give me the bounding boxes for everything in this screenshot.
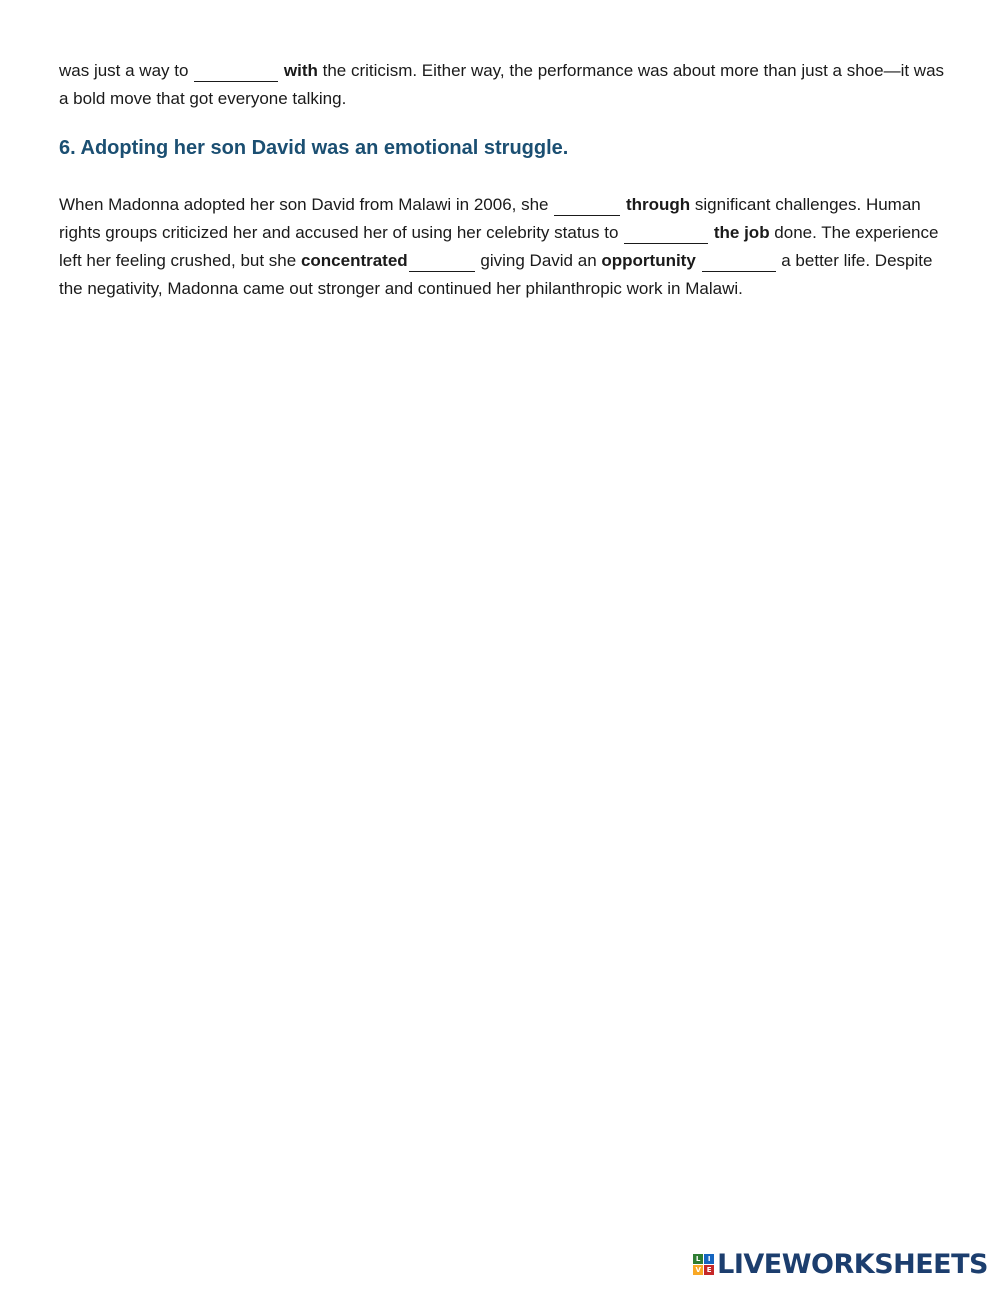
section-heading: 6. Adopting her son David was an emotional struggle. xyxy=(59,137,569,159)
text-segment: the criticism. Either way, the performance was about more than just a shoe—it was a bold move that got everyone talking. xyxy=(59,61,945,108)
bold-word: through xyxy=(625,195,691,214)
text-segment: significant challenges. Human rights groups criticized her and accused her of using her celebrity status to xyxy=(59,195,921,242)
blank-input-5[interactable] xyxy=(702,253,776,272)
logo-tile: E xyxy=(704,1265,714,1275)
blank-input-4[interactable] xyxy=(409,253,475,272)
paragraph-continuation xyxy=(59,57,949,113)
bold-word: with xyxy=(283,61,318,80)
bold-word: the job xyxy=(713,223,770,242)
logo-text: LIVEWORKSHEETS xyxy=(717,1249,988,1280)
bold-word: concentrated xyxy=(300,251,408,270)
section-paragraph xyxy=(59,191,949,303)
bold-word: opportunity xyxy=(601,251,696,270)
blank-input-3[interactable] xyxy=(624,225,708,244)
blank-input-2[interactable] xyxy=(554,197,620,216)
logo-tile: I xyxy=(704,1254,714,1264)
text-segment: was just a way to xyxy=(59,61,194,80)
text-segment: When Madonna adopted her son David from Malawi in 2006, she xyxy=(59,195,554,214)
text-segment: giving David an xyxy=(475,251,602,270)
logo-tile: L xyxy=(693,1254,703,1264)
liveworksheets-logo xyxy=(693,1249,988,1280)
blank-input-1[interactable] xyxy=(194,63,278,82)
text-segment: a better life. Despite the negativity, Madonna came out stronger and continued her philanthropic work in Malawi. xyxy=(59,251,933,298)
logo-grid-icon xyxy=(693,1254,714,1275)
text-segment: done. The experience left her feeling crushed, but she xyxy=(59,223,939,270)
logo-tile: V xyxy=(693,1265,703,1275)
